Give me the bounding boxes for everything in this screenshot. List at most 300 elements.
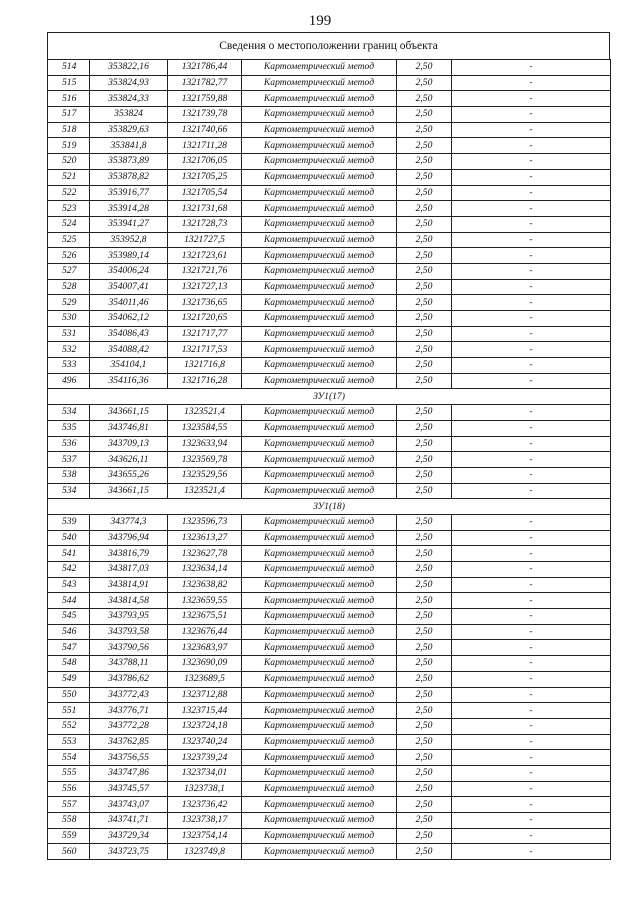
accuracy-cell: 2,50 bbox=[397, 609, 452, 625]
accuracy-cell: 2,50 bbox=[397, 122, 452, 138]
accuracy-cell: 2,50 bbox=[397, 358, 452, 374]
point-number-cell: 530 bbox=[48, 311, 90, 327]
description-cell: - bbox=[452, 813, 611, 829]
accuracy-cell: 2,50 bbox=[397, 60, 452, 76]
coord-x-cell: 353873,89 bbox=[90, 154, 168, 170]
method-cell: Картометрический метод bbox=[242, 185, 397, 201]
coord-y-cell: 1323521,4 bbox=[168, 483, 242, 499]
coord-y-cell: 1321736,65 bbox=[168, 295, 242, 311]
coord-y-cell: 1323676,44 bbox=[168, 624, 242, 640]
coord-y-cell: 1323739,24 bbox=[168, 750, 242, 766]
coord-y-cell: 1321705,54 bbox=[168, 185, 242, 201]
point-number-cell: 546 bbox=[48, 624, 90, 640]
method-cell: Картометрический метод bbox=[242, 656, 397, 672]
coord-x-cell: 343741,71 bbox=[90, 813, 168, 829]
method-cell: Картометрический метод bbox=[242, 405, 397, 421]
method-cell: Картометрический метод bbox=[242, 263, 397, 279]
coord-y-cell: 1323529,56 bbox=[168, 467, 242, 483]
accuracy-cell: 2,50 bbox=[397, 514, 452, 530]
description-cell: - bbox=[452, 436, 611, 452]
description-cell: - bbox=[452, 483, 611, 499]
point-number-cell: 518 bbox=[48, 122, 90, 138]
coord-y-cell: 1323724,18 bbox=[168, 718, 242, 734]
method-cell: Картометрический метод bbox=[242, 342, 397, 358]
description-cell: - bbox=[452, 295, 611, 311]
table-row bbox=[48, 326, 611, 342]
method-cell: Картометрический метод bbox=[242, 91, 397, 107]
accuracy-cell: 2,50 bbox=[397, 279, 452, 295]
point-number-cell: 541 bbox=[48, 546, 90, 562]
table-row bbox=[48, 828, 611, 844]
table-row bbox=[48, 687, 611, 703]
description-cell: - bbox=[452, 703, 611, 719]
point-number-cell: 517 bbox=[48, 107, 90, 123]
table-row bbox=[48, 844, 611, 860]
point-number-cell: 516 bbox=[48, 91, 90, 107]
coord-x-cell: 343655,26 bbox=[90, 467, 168, 483]
accuracy-cell: 2,50 bbox=[397, 546, 452, 562]
coord-y-cell: 1323740,24 bbox=[168, 734, 242, 750]
table-row bbox=[48, 750, 611, 766]
accuracy-cell: 2,50 bbox=[397, 373, 452, 389]
coord-y-cell: 1323738,1 bbox=[168, 781, 242, 797]
section-row bbox=[48, 389, 611, 405]
method-cell: Картометрический метод bbox=[242, 609, 397, 625]
coord-x-cell: 354086,43 bbox=[90, 326, 168, 342]
coord-y-cell: 1321716,8 bbox=[168, 358, 242, 374]
coord-y-cell: 1323736,42 bbox=[168, 797, 242, 813]
section-row bbox=[48, 499, 611, 515]
description-cell: - bbox=[452, 263, 611, 279]
point-number-cell: 536 bbox=[48, 436, 90, 452]
accuracy-cell: 2,50 bbox=[397, 138, 452, 154]
accuracy-cell: 2,50 bbox=[397, 844, 452, 860]
coord-x-cell: 353941,27 bbox=[90, 216, 168, 232]
point-number-cell: 535 bbox=[48, 420, 90, 436]
section-label: ЗУ1(18) bbox=[48, 499, 611, 515]
method-cell: Картометрический метод bbox=[242, 483, 397, 499]
description-cell: - bbox=[452, 311, 611, 327]
coord-y-cell: 1321727,13 bbox=[168, 279, 242, 295]
table-row bbox=[48, 671, 611, 687]
coord-x-cell: 353824,93 bbox=[90, 75, 168, 91]
point-number-cell: 539 bbox=[48, 514, 90, 530]
accuracy-cell: 2,50 bbox=[397, 405, 452, 421]
coord-x-cell: 353878,82 bbox=[90, 169, 168, 185]
method-cell: Картометрический метод bbox=[242, 358, 397, 374]
accuracy-cell: 2,50 bbox=[397, 593, 452, 609]
coord-y-cell: 1323659,55 bbox=[168, 593, 242, 609]
description-cell: - bbox=[452, 342, 611, 358]
method-cell: Картометрический метод bbox=[242, 169, 397, 185]
description-cell: - bbox=[452, 452, 611, 468]
coord-y-cell: 1321786,44 bbox=[168, 60, 242, 76]
point-number-cell: 548 bbox=[48, 656, 90, 672]
coord-y-cell: 1323689,5 bbox=[168, 671, 242, 687]
description-cell: - bbox=[452, 373, 611, 389]
coord-x-cell: 343796,94 bbox=[90, 530, 168, 546]
description-cell: - bbox=[452, 75, 611, 91]
description-cell: - bbox=[452, 656, 611, 672]
table-row bbox=[48, 185, 611, 201]
description-cell: - bbox=[452, 279, 611, 295]
method-cell: Картометрический метод bbox=[242, 279, 397, 295]
method-cell: Картометрический метод bbox=[242, 60, 397, 76]
description-cell: - bbox=[452, 232, 611, 248]
accuracy-cell: 2,50 bbox=[397, 813, 452, 829]
point-number-cell: 523 bbox=[48, 201, 90, 217]
table-row bbox=[48, 436, 611, 452]
point-number-cell: 522 bbox=[48, 185, 90, 201]
accuracy-cell: 2,50 bbox=[397, 703, 452, 719]
coord-x-cell: 343747,86 bbox=[90, 765, 168, 781]
coord-x-cell: 343817,03 bbox=[90, 562, 168, 578]
accuracy-cell: 2,50 bbox=[397, 671, 452, 687]
coord-y-cell: 1323712,88 bbox=[168, 687, 242, 703]
method-cell: Картометрический метод bbox=[242, 718, 397, 734]
coord-y-cell: 1321723,61 bbox=[168, 248, 242, 264]
coord-x-cell: 343746,81 bbox=[90, 420, 168, 436]
description-cell: - bbox=[452, 687, 611, 703]
table-row bbox=[48, 703, 611, 719]
coord-y-cell: 1323569,78 bbox=[168, 452, 242, 468]
accuracy-cell: 2,50 bbox=[397, 797, 452, 813]
table-row bbox=[48, 420, 611, 436]
method-cell: Картометрический метод bbox=[242, 671, 397, 687]
point-number-cell: 545 bbox=[48, 609, 90, 625]
point-number-cell: 550 bbox=[48, 687, 90, 703]
description-cell: - bbox=[452, 122, 611, 138]
description-cell: - bbox=[452, 577, 611, 593]
boundary-points-table bbox=[47, 59, 611, 860]
accuracy-cell: 2,50 bbox=[397, 75, 452, 91]
point-number-cell: 528 bbox=[48, 279, 90, 295]
point-number-cell: 558 bbox=[48, 813, 90, 829]
coord-y-cell: 1321740,66 bbox=[168, 122, 242, 138]
coord-y-cell: 1323627,78 bbox=[168, 546, 242, 562]
table-row bbox=[48, 107, 611, 123]
table-row bbox=[48, 248, 611, 264]
coord-x-cell: 343661,15 bbox=[90, 405, 168, 421]
table-body bbox=[48, 60, 611, 860]
coord-y-cell: 1321728,73 bbox=[168, 216, 242, 232]
coord-x-cell: 353822,16 bbox=[90, 60, 168, 76]
description-cell: - bbox=[452, 530, 611, 546]
description-cell: - bbox=[452, 593, 611, 609]
accuracy-cell: 2,50 bbox=[397, 530, 452, 546]
table-row bbox=[48, 263, 611, 279]
point-number-cell: 533 bbox=[48, 358, 90, 374]
accuracy-cell: 2,50 bbox=[397, 263, 452, 279]
table-row bbox=[48, 138, 611, 154]
coord-x-cell: 354104,1 bbox=[90, 358, 168, 374]
page-number: 199 bbox=[308, 13, 332, 29]
accuracy-cell: 2,50 bbox=[397, 640, 452, 656]
coord-x-cell: 354116,36 bbox=[90, 373, 168, 389]
table-row bbox=[48, 514, 611, 530]
point-number-cell: 556 bbox=[48, 781, 90, 797]
coord-x-cell: 343745,57 bbox=[90, 781, 168, 797]
coord-x-cell: 354062,12 bbox=[90, 311, 168, 327]
boundary-table-sheet bbox=[47, 32, 610, 860]
description-cell: - bbox=[452, 844, 611, 860]
description-cell: - bbox=[452, 169, 611, 185]
coord-y-cell: 1323690,09 bbox=[168, 656, 242, 672]
coord-y-cell: 1321716,28 bbox=[168, 373, 242, 389]
coord-y-cell: 1321706,05 bbox=[168, 154, 242, 170]
table-row bbox=[48, 405, 611, 421]
accuracy-cell: 2,50 bbox=[397, 342, 452, 358]
description-cell: - bbox=[452, 750, 611, 766]
description-cell: - bbox=[452, 828, 611, 844]
coord-x-cell: 343626,11 bbox=[90, 452, 168, 468]
coord-x-cell: 343816,79 bbox=[90, 546, 168, 562]
table-row bbox=[48, 546, 611, 562]
description-cell: - bbox=[452, 91, 611, 107]
table-row bbox=[48, 593, 611, 609]
description-cell: - bbox=[452, 248, 611, 264]
point-number-cell: 557 bbox=[48, 797, 90, 813]
method-cell: Картометрический метод bbox=[242, 138, 397, 154]
method-cell: Картометрический метод bbox=[242, 452, 397, 468]
table-title: Сведения о местоположении границ объекта bbox=[47, 32, 610, 59]
point-number-cell: 534 bbox=[48, 483, 90, 499]
table-row bbox=[48, 452, 611, 468]
coord-y-cell: 1321782,77 bbox=[168, 75, 242, 91]
table-row bbox=[48, 295, 611, 311]
coord-y-cell: 1323521,4 bbox=[168, 405, 242, 421]
table-row bbox=[48, 122, 611, 138]
accuracy-cell: 2,50 bbox=[397, 687, 452, 703]
point-number-cell: 519 bbox=[48, 138, 90, 154]
point-number-cell: 532 bbox=[48, 342, 90, 358]
table-row bbox=[48, 467, 611, 483]
accuracy-cell: 2,50 bbox=[397, 781, 452, 797]
method-cell: Картометрический метод bbox=[242, 530, 397, 546]
coord-y-cell: 1323715,44 bbox=[168, 703, 242, 719]
table-row bbox=[48, 609, 611, 625]
description-cell: - bbox=[452, 185, 611, 201]
table-row bbox=[48, 656, 611, 672]
description-cell: - bbox=[452, 562, 611, 578]
coord-y-cell: 1323749,8 bbox=[168, 844, 242, 860]
coord-y-cell: 1323683,97 bbox=[168, 640, 242, 656]
coord-y-cell: 1323675,51 bbox=[168, 609, 242, 625]
accuracy-cell: 2,50 bbox=[397, 467, 452, 483]
table-row bbox=[48, 483, 611, 499]
coord-x-cell: 353829,63 bbox=[90, 122, 168, 138]
accuracy-cell: 2,50 bbox=[397, 828, 452, 844]
description-cell: - bbox=[452, 60, 611, 76]
method-cell: Картометрический метод bbox=[242, 122, 397, 138]
description-cell: - bbox=[452, 326, 611, 342]
point-number-cell: 525 bbox=[48, 232, 90, 248]
table-row bbox=[48, 813, 611, 829]
table-row bbox=[48, 232, 611, 248]
point-number-cell: 514 bbox=[48, 60, 90, 76]
table-row bbox=[48, 201, 611, 217]
coord-x-cell: 353914,28 bbox=[90, 201, 168, 217]
coord-y-cell: 1321720,65 bbox=[168, 311, 242, 327]
point-number-cell: 540 bbox=[48, 530, 90, 546]
coord-x-cell: 343774,3 bbox=[90, 514, 168, 530]
table-row bbox=[48, 577, 611, 593]
table-row bbox=[48, 373, 611, 389]
method-cell: Картометрический метод bbox=[242, 326, 397, 342]
accuracy-cell: 2,50 bbox=[397, 734, 452, 750]
method-cell: Картометрический метод bbox=[242, 687, 397, 703]
coord-x-cell: 343793,58 bbox=[90, 624, 168, 640]
description-cell: - bbox=[452, 514, 611, 530]
coord-x-cell: 343786,62 bbox=[90, 671, 168, 687]
coord-y-cell: 1321711,28 bbox=[168, 138, 242, 154]
coord-x-cell: 354006,24 bbox=[90, 263, 168, 279]
accuracy-cell: 2,50 bbox=[397, 216, 452, 232]
coord-y-cell: 1323633,94 bbox=[168, 436, 242, 452]
table-row bbox=[48, 718, 611, 734]
accuracy-cell: 2,50 bbox=[397, 311, 452, 327]
description-cell: - bbox=[452, 138, 611, 154]
accuracy-cell: 2,50 bbox=[397, 436, 452, 452]
accuracy-cell: 2,50 bbox=[397, 624, 452, 640]
coord-y-cell: 1321731,68 bbox=[168, 201, 242, 217]
table-row bbox=[48, 734, 611, 750]
method-cell: Картометрический метод bbox=[242, 311, 397, 327]
coord-x-cell: 353952,8 bbox=[90, 232, 168, 248]
method-cell: Картометрический метод bbox=[242, 734, 397, 750]
description-cell: - bbox=[452, 624, 611, 640]
point-number-cell: 520 bbox=[48, 154, 90, 170]
coord-x-cell: 343788,11 bbox=[90, 656, 168, 672]
point-number-cell: 515 bbox=[48, 75, 90, 91]
method-cell: Картометрический метод bbox=[242, 781, 397, 797]
table-row bbox=[48, 358, 611, 374]
accuracy-cell: 2,50 bbox=[397, 295, 452, 311]
point-number-cell: 542 bbox=[48, 562, 90, 578]
description-cell: - bbox=[452, 718, 611, 734]
coord-y-cell: 1323613,27 bbox=[168, 530, 242, 546]
description-cell: - bbox=[452, 609, 611, 625]
table-row bbox=[48, 765, 611, 781]
description-cell: - bbox=[452, 671, 611, 687]
method-cell: Картометрический метод bbox=[242, 248, 397, 264]
coord-y-cell: 1323638,82 bbox=[168, 577, 242, 593]
method-cell: Картометрический метод bbox=[242, 624, 397, 640]
coord-x-cell: 353916,77 bbox=[90, 185, 168, 201]
description-cell: - bbox=[452, 546, 611, 562]
point-number-cell: 538 bbox=[48, 467, 90, 483]
point-number-cell: 560 bbox=[48, 844, 90, 860]
method-cell: Картометрический метод bbox=[242, 154, 397, 170]
point-number-cell: 544 bbox=[48, 593, 90, 609]
table-row bbox=[48, 342, 611, 358]
method-cell: Картометрический метод bbox=[242, 232, 397, 248]
table-row bbox=[48, 60, 611, 76]
method-cell: Картометрический метод bbox=[242, 765, 397, 781]
method-cell: Картометрический метод bbox=[242, 640, 397, 656]
table-row bbox=[48, 169, 611, 185]
accuracy-cell: 2,50 bbox=[397, 185, 452, 201]
description-cell: - bbox=[452, 201, 611, 217]
table-row bbox=[48, 640, 611, 656]
table-row bbox=[48, 797, 611, 813]
table-row bbox=[48, 781, 611, 797]
method-cell: Картометрический метод bbox=[242, 593, 397, 609]
accuracy-cell: 2,50 bbox=[397, 201, 452, 217]
method-cell: Картометрический метод bbox=[242, 828, 397, 844]
point-number-cell: 549 bbox=[48, 671, 90, 687]
accuracy-cell: 2,50 bbox=[397, 452, 452, 468]
coord-x-cell: 353841,8 bbox=[90, 138, 168, 154]
point-number-cell: 555 bbox=[48, 765, 90, 781]
coord-x-cell: 343762,85 bbox=[90, 734, 168, 750]
coord-x-cell: 343790,56 bbox=[90, 640, 168, 656]
description-cell: - bbox=[452, 216, 611, 232]
description-cell: - bbox=[452, 358, 611, 374]
method-cell: Картометрический метод bbox=[242, 216, 397, 232]
method-cell: Картометрический метод bbox=[242, 813, 397, 829]
point-number-cell: 551 bbox=[48, 703, 90, 719]
point-number-cell: 526 bbox=[48, 248, 90, 264]
coord-y-cell: 1321721,76 bbox=[168, 263, 242, 279]
coord-x-cell: 343756,55 bbox=[90, 750, 168, 766]
description-cell: - bbox=[452, 734, 611, 750]
coord-x-cell: 353989,14 bbox=[90, 248, 168, 264]
coord-x-cell: 343776,71 bbox=[90, 703, 168, 719]
coord-x-cell: 343743,07 bbox=[90, 797, 168, 813]
coord-x-cell: 343814,91 bbox=[90, 577, 168, 593]
point-number-cell: 547 bbox=[48, 640, 90, 656]
coord-y-cell: 1323754,14 bbox=[168, 828, 242, 844]
table-row bbox=[48, 91, 611, 107]
accuracy-cell: 2,50 bbox=[397, 656, 452, 672]
description-cell: - bbox=[452, 765, 611, 781]
accuracy-cell: 2,50 bbox=[397, 326, 452, 342]
table-row bbox=[48, 562, 611, 578]
coord-y-cell: 1323596,73 bbox=[168, 514, 242, 530]
point-number-cell: 554 bbox=[48, 750, 90, 766]
accuracy-cell: 2,50 bbox=[397, 577, 452, 593]
method-cell: Картометрический метод bbox=[242, 546, 397, 562]
coord-y-cell: 1321717,77 bbox=[168, 326, 242, 342]
method-cell: Картометрический метод bbox=[242, 436, 397, 452]
method-cell: Картометрический метод bbox=[242, 562, 397, 578]
coord-x-cell: 343709,13 bbox=[90, 436, 168, 452]
point-number-cell: 527 bbox=[48, 263, 90, 279]
accuracy-cell: 2,50 bbox=[397, 232, 452, 248]
coord-x-cell: 354007,41 bbox=[90, 279, 168, 295]
point-number-cell: 496 bbox=[48, 373, 90, 389]
description-cell: - bbox=[452, 405, 611, 421]
point-number-cell: 521 bbox=[48, 169, 90, 185]
description-cell: - bbox=[452, 640, 611, 656]
coord-y-cell: 1321717,53 bbox=[168, 342, 242, 358]
coord-x-cell: 353824,33 bbox=[90, 91, 168, 107]
coord-x-cell: 354011,46 bbox=[90, 295, 168, 311]
coord-x-cell: 353824 bbox=[90, 107, 168, 123]
point-number-cell: 559 bbox=[48, 828, 90, 844]
method-cell: Картометрический метод bbox=[242, 844, 397, 860]
accuracy-cell: 2,50 bbox=[397, 718, 452, 734]
coord-x-cell: 343729,34 bbox=[90, 828, 168, 844]
coord-y-cell: 1323734,01 bbox=[168, 765, 242, 781]
table-row bbox=[48, 75, 611, 91]
description-cell: - bbox=[452, 154, 611, 170]
point-number-cell: 529 bbox=[48, 295, 90, 311]
coord-y-cell: 1323634,14 bbox=[168, 562, 242, 578]
method-cell: Картометрический метод bbox=[242, 577, 397, 593]
description-cell: - bbox=[452, 420, 611, 436]
